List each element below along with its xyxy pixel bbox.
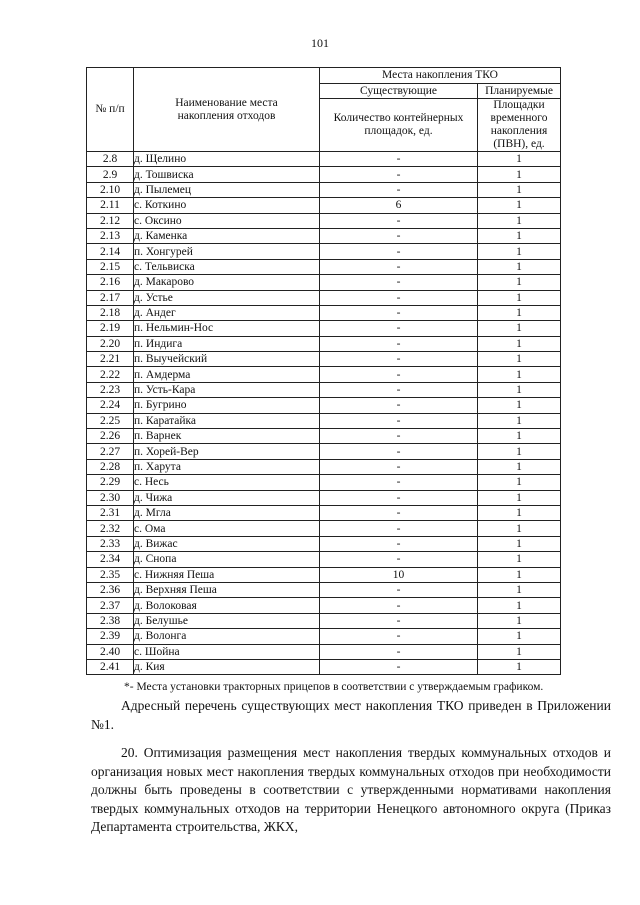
row-num: 2.18: [87, 305, 134, 320]
table-row: [87, 582, 561, 597]
row-name: д. Вижас: [134, 536, 320, 551]
row-num: 2.25: [87, 413, 134, 428]
table-row: [87, 305, 561, 320]
row-existing: -: [320, 259, 478, 274]
row-existing: -: [320, 336, 478, 351]
row-existing: -: [320, 459, 478, 474]
page-number: 101: [311, 36, 329, 50]
row-planned: 1: [478, 567, 561, 582]
row-num: 2.9: [87, 167, 134, 182]
row-existing: -: [320, 490, 478, 505]
row-planned: 1: [478, 167, 561, 182]
table-row: [87, 644, 561, 659]
row-num: 2.41: [87, 659, 134, 674]
row-num: 2.8: [87, 152, 134, 167]
table-row: [87, 444, 561, 459]
table-row: [87, 167, 561, 182]
row-name: п. Усть-Кара: [134, 382, 320, 397]
row-planned: 1: [478, 521, 561, 536]
header-planned-sub: Площадки временного накопления (ПВН), ед.: [478, 99, 561, 152]
header-existing: Существующие: [320, 84, 478, 99]
row-planned: 1: [478, 598, 561, 613]
row-name: д. Андег: [134, 305, 320, 320]
row-planned: 1: [478, 336, 561, 351]
row-planned: 1: [478, 429, 561, 444]
table-row: [87, 521, 561, 536]
row-existing: -: [320, 321, 478, 336]
row-num: 2.36: [87, 582, 134, 597]
table-row: [87, 382, 561, 397]
row-existing: -: [320, 167, 478, 182]
row-num: 2.14: [87, 244, 134, 259]
row-existing: -: [320, 182, 478, 197]
row-num: 2.34: [87, 552, 134, 567]
row-num: 2.23: [87, 382, 134, 397]
row-existing: -: [320, 228, 478, 243]
row-existing: -: [320, 352, 478, 367]
row-name: д. Снопа: [134, 552, 320, 567]
row-planned: 1: [478, 321, 561, 336]
row-existing: -: [320, 244, 478, 259]
table-row: [87, 275, 561, 290]
row-name: д. Устье: [134, 290, 320, 305]
table-row: [87, 429, 561, 444]
footnote: *- Места установки тракторных прицепов в соответствии с утверждаемым графиком.: [124, 681, 544, 693]
row-name: д. Чижа: [134, 490, 320, 505]
row-planned: 1: [478, 659, 561, 674]
row-existing: -: [320, 382, 478, 397]
row-existing: -: [320, 644, 478, 659]
row-num: 2.27: [87, 444, 134, 459]
row-name: с. Ома: [134, 521, 320, 536]
row-name: п. Варнек: [134, 429, 320, 444]
table-row: [87, 413, 561, 428]
row-existing: -: [320, 629, 478, 644]
table-header: [87, 68, 561, 152]
table-row: [87, 536, 561, 551]
row-num: 2.32: [87, 521, 134, 536]
row-existing: -: [320, 613, 478, 628]
row-num: 2.30: [87, 490, 134, 505]
row-planned: 1: [478, 244, 561, 259]
row-num: 2.22: [87, 367, 134, 382]
row-planned: 1: [478, 182, 561, 197]
table-row: [87, 228, 561, 243]
row-num: 2.10: [87, 182, 134, 197]
row-name: д. Волонга: [134, 629, 320, 644]
table-row: [87, 352, 561, 367]
header-num: № п/п: [87, 68, 134, 152]
row-name: п. Харута: [134, 459, 320, 474]
row-existing: -: [320, 398, 478, 413]
table-row: [87, 290, 561, 305]
row-name: д. Волоковая: [134, 598, 320, 613]
row-num: 2.38: [87, 613, 134, 628]
row-name: п. Выучейский: [134, 352, 320, 367]
row-name: с. Шойна: [134, 644, 320, 659]
table-body: [87, 152, 561, 675]
row-num: 2.28: [87, 459, 134, 474]
row-existing: -: [320, 413, 478, 428]
row-existing: -: [320, 505, 478, 520]
row-planned: 1: [478, 259, 561, 274]
row-name: с. Нижняя Пеша: [134, 567, 320, 582]
table-row: [87, 213, 561, 228]
table-row: [87, 367, 561, 382]
table-row: [87, 629, 561, 644]
row-name: п. Хонгурей: [134, 244, 320, 259]
row-name: с. Оксино: [134, 213, 320, 228]
row-existing: -: [320, 367, 478, 382]
row-planned: 1: [478, 290, 561, 305]
row-existing: 10: [320, 567, 478, 582]
row-existing: -: [320, 582, 478, 597]
paragraph-address-list: Адресный перечень существующих мест накопления ТКО приведен в Приложении №1.: [91, 698, 611, 732]
row-existing: -: [320, 429, 478, 444]
row-num: 2.21: [87, 352, 134, 367]
row-existing: -: [320, 536, 478, 551]
row-planned: 1: [478, 198, 561, 213]
row-planned: 1: [478, 152, 561, 167]
row-num: 2.33: [87, 536, 134, 551]
row-name: д. Верхняя Пеша: [134, 582, 320, 597]
row-num: 2.15: [87, 259, 134, 274]
header-planned: Планируемые: [478, 84, 561, 99]
row-name: с. Тельвиска: [134, 259, 320, 274]
row-name: д. Мгла: [134, 505, 320, 520]
table-row: [87, 659, 561, 674]
table-row: [87, 475, 561, 490]
row-planned: 1: [478, 367, 561, 382]
row-planned: 1: [478, 582, 561, 597]
row-num: 2.35: [87, 567, 134, 582]
row-num: 2.24: [87, 398, 134, 413]
table-row: [87, 398, 561, 413]
row-name: д. Каменка: [134, 228, 320, 243]
row-existing: -: [320, 659, 478, 674]
table-row: [87, 244, 561, 259]
header-group: Места накопления ТКО: [320, 68, 561, 84]
row-planned: 1: [478, 629, 561, 644]
row-name: п. Индига: [134, 336, 320, 351]
table-row: [87, 182, 561, 197]
row-existing: 6: [320, 198, 478, 213]
row-name: с. Несь: [134, 475, 320, 490]
row-existing: -: [320, 152, 478, 167]
row-num: 2.19: [87, 321, 134, 336]
row-planned: 1: [478, 352, 561, 367]
table-row: [87, 198, 561, 213]
header-existing-sub: Количество контейнерных площадок, ед.: [320, 99, 478, 152]
row-name: п. Амдерма: [134, 367, 320, 382]
row-num: 2.20: [87, 336, 134, 351]
row-existing: -: [320, 444, 478, 459]
table-row: [87, 490, 561, 505]
row-planned: 1: [478, 644, 561, 659]
row-planned: 1: [478, 459, 561, 474]
row-name: д. Щелино: [134, 152, 320, 167]
row-name: д. Белушье: [134, 613, 320, 628]
row-existing: -: [320, 290, 478, 305]
table-row: [87, 459, 561, 474]
row-num: 2.13: [87, 228, 134, 243]
row-planned: 1: [478, 552, 561, 567]
row-num: 2.31: [87, 505, 134, 520]
row-name: д. Тошвиска: [134, 167, 320, 182]
row-planned: 1: [478, 613, 561, 628]
table-row: [87, 321, 561, 336]
row-existing: -: [320, 213, 478, 228]
row-existing: -: [320, 475, 478, 490]
row-existing: -: [320, 305, 478, 320]
row-num: 2.39: [87, 629, 134, 644]
row-existing: -: [320, 521, 478, 536]
table-row: [87, 567, 561, 582]
row-planned: 1: [478, 413, 561, 428]
row-num: 2.12: [87, 213, 134, 228]
table-row: [87, 259, 561, 274]
row-name: п. Каратайка: [134, 413, 320, 428]
row-num: 2.11: [87, 198, 134, 213]
row-num: 2.26: [87, 429, 134, 444]
row-name: д. Кия: [134, 659, 320, 674]
row-planned: 1: [478, 536, 561, 551]
row-planned: 1: [478, 213, 561, 228]
row-existing: -: [320, 552, 478, 567]
table-row: [87, 152, 561, 167]
waste-sites-table: [86, 67, 561, 675]
row-planned: 1: [478, 490, 561, 505]
row-name: с. Коткино: [134, 198, 320, 213]
table-row: [87, 613, 561, 628]
row-planned: 1: [478, 475, 561, 490]
table-row: [87, 505, 561, 520]
row-name: п. Бугрино: [134, 398, 320, 413]
row-name: п. Нельмин-Нос: [134, 321, 320, 336]
row-planned: 1: [478, 275, 561, 290]
row-num: 2.37: [87, 598, 134, 613]
row-planned: 1: [478, 444, 561, 459]
row-name: д. Пылемец: [134, 182, 320, 197]
row-num: 2.16: [87, 275, 134, 290]
row-planned: 1: [478, 505, 561, 520]
table-row: [87, 552, 561, 567]
row-num: 2.29: [87, 475, 134, 490]
row-existing: -: [320, 275, 478, 290]
table-row: [87, 336, 561, 351]
row-name: п. Хорей-Вер: [134, 444, 320, 459]
row-planned: 1: [478, 305, 561, 320]
row-name: д. Макарово: [134, 275, 320, 290]
row-num: 2.40: [87, 644, 134, 659]
row-num: 2.17: [87, 290, 134, 305]
header-name: Наименование места накопления отходов: [134, 68, 320, 152]
row-planned: 1: [478, 398, 561, 413]
row-planned: 1: [478, 382, 561, 397]
paragraph-optimization: 20. Оптимизация размещения мест накопления твердых коммунальных отходов и организация новых мест накопления твердых коммунальных отходов при необходимости должны быть проведены в соответствии с утвержденными нормативами накопления твердых коммунальных отходов на территории Ненецкого автономного округа (Приказ Департамента строительства, ЖКХ,: [91, 745, 611, 834]
row-existing: -: [320, 598, 478, 613]
table-row: [87, 598, 561, 613]
row-planned: 1: [478, 228, 561, 243]
